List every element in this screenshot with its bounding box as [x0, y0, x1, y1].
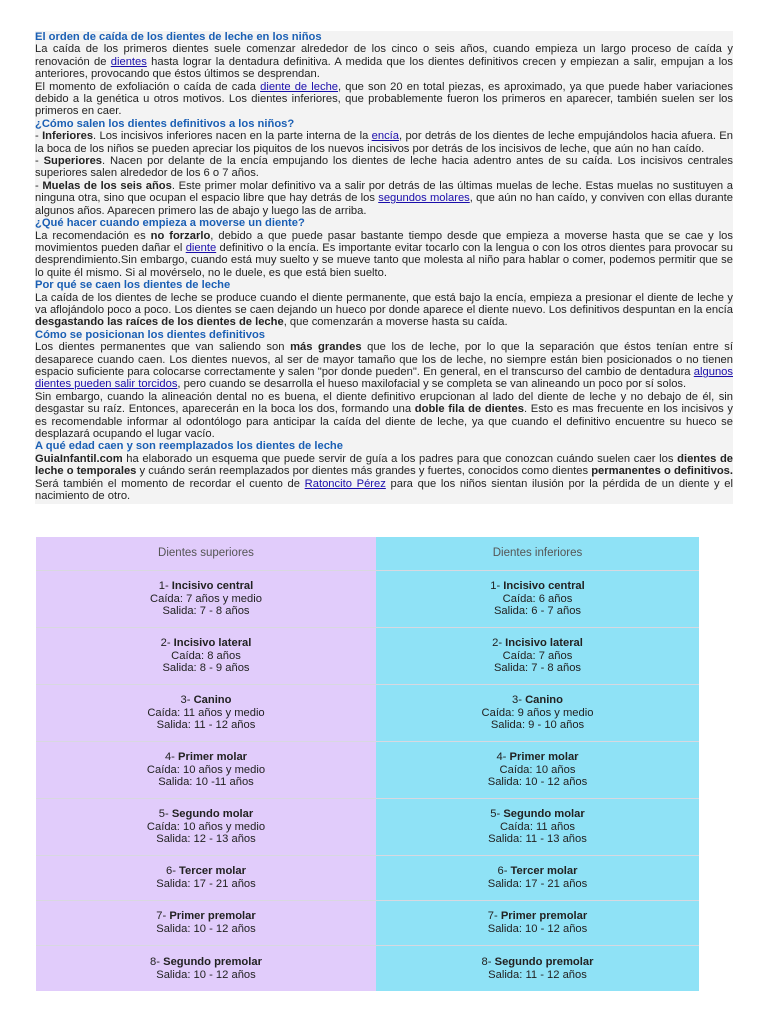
tooth-age: Caída: 9 años y medio [481, 706, 594, 719]
tooth-label: Tercer molar [179, 865, 246, 878]
tooth-label: Incisivo lateral [173, 637, 252, 650]
tooth-label: Primer molar [509, 751, 579, 764]
tooth-name [36, 751, 376, 764]
tooth-number: 6- [497, 865, 511, 878]
tooth-number: 3- [180, 694, 194, 707]
tooth-label: Incisivo central [171, 580, 254, 593]
tooth-age: Caída: 8 años [171, 649, 241, 662]
tooth-number: 5- [158, 808, 172, 821]
heading-que-hacer: ¿Qué hacer cuando empieza a moverse un diente? [35, 217, 305, 230]
tooth-number: 4- [496, 751, 510, 764]
article [35, 31, 733, 504]
tooth-number: 2- [492, 637, 506, 650]
table-cell-superiores [36, 571, 376, 628]
tooth-age: Salida: 8 - 9 años [162, 662, 250, 675]
paragraph-permanentes: Los dientes permanentes que van saliendo son más grandes que los de leche, por lo que la separación que éstos tenían entre sí desaparece cuando caen. Los dientes nuevos, al ser de mayor tamaño que los de leche, no siempre están bien posicionados o no tienen espacio suficiente para colocarse correctamente y salen "por donde pueden". En general, en el transcurso del cambio de dentadura algunos dientes pueden salir torcidos, pero cuando se desarrolla el hueso maxilofacial y se completa se van alineando un poco por sí solos. [35, 341, 733, 391]
tooth-label: Primer molar [178, 751, 248, 764]
paragraph-exfoliacion: El momento de exfoliación o caída de cada diente de leche, que son 20 en total piezas, es aproximado, ya que puede haber variaciones debido a la genética u otros motivos. Los dientes inferiores, que probablemente fueron los primeros en aparecer, también suelen ser los primeros en caer. [35, 80, 733, 118]
tooth-name [36, 910, 376, 923]
table-cell-superiores [36, 901, 376, 946]
header-inferiores: Dientes inferiores [376, 537, 699, 571]
table-cell-inferiores [376, 799, 699, 856]
tooth-age: Salida: 7 - 8 años [162, 605, 250, 618]
tooth-age: Caída: 11 años [499, 820, 576, 833]
tooth-name [376, 751, 699, 764]
tooth-label: Primer premolar [500, 910, 588, 923]
tooth-age: Salida: 17 - 21 años [487, 878, 588, 890]
heading-orden-caida: El orden de caída de los dientes de leche en los niños [35, 31, 322, 43]
heading-como-posicionan: Cómo se posicionan los dientes definitivos [35, 328, 266, 341]
paragraph-muelas: - Muelas de los seis años. Este primer molar definitivo va a salir por detrás de las últimas muelas de leche. Estas muelas no sustituyen a ninguna otra, sino que ocupan el espacio libre que hay detrás de los segundos molares, que aún no han caído, y conviven con ellas durante algunos años. Aparecen primero las de abajo y luego las de arriba. [35, 179, 733, 217]
tooth-age: Salida: 10 -11 años [158, 776, 254, 789]
table-cell-superiores [36, 856, 376, 901]
tooth-label: Segundo molar [171, 808, 254, 821]
link-segundos-molares[interactable]: segundos molares [378, 192, 470, 205]
link-ratoncito-perez[interactable]: Ratoncito Pérez [304, 477, 386, 490]
link-encia[interactable]: encía [371, 130, 400, 143]
link-diente[interactable]: diente [185, 241, 217, 254]
tooth-age: Salida: 7 - 8 años [493, 662, 582, 675]
tooth-number: 1- [490, 580, 504, 593]
tooth-age: Salida: 11 - 12 años [156, 719, 256, 732]
link-dientes[interactable]: dientes [110, 55, 147, 68]
table-cell-superiores [36, 742, 376, 799]
heading-como-salen: ¿Cómo salen los dientes definitivos a los niños? [35, 117, 295, 130]
tooth-name [376, 637, 699, 650]
teeth-table [36, 537, 699, 991]
tooth-number: 2- [160, 637, 174, 650]
tooth-age: Caída: 7 años [502, 649, 573, 662]
tooth-age: Salida: 9 - 10 años [490, 719, 585, 732]
tooth-age: Salida: 17 - 21 años [156, 878, 256, 890]
tooth-name [376, 865, 699, 878]
tooth-number: 7- [487, 910, 501, 923]
paragraph-inferiores: - Inferiores. Los incisivos inferiores nacen en la parte interna de la encía, por detrás de los dientes de leche empujándolos hacia afuera. En la boca de los niños se pueden apreciar los piquitos de los nuevos incisivos por detrás de los incisivos de leche, que aún no han caído. [35, 130, 733, 155]
tooth-number: 3- [512, 694, 526, 707]
tooth-number: 1- [158, 580, 172, 593]
tooth-label: Segundo premolar [494, 955, 594, 968]
paragraph-caida: La caída de los dientes de leche se produce cuando el diente permanente, que está bajo la encía, empieza a presionar el diente de leche y va aflojándolo poco a poco. Los dientes se caen dejando un hueco por donde aparece el diente nuevo. Los definitivos despuntan en la encía desgastando las raíces de los dientes de leche, que comenzarán a moverse hasta su caída. [35, 291, 733, 329]
table-cell-inferiores [376, 628, 699, 685]
tooth-label: Segundo premolar [163, 955, 262, 968]
tooth-age: Salida: 11 - 13 años [488, 833, 587, 846]
tooth-label: Incisivo central [503, 580, 585, 593]
tooth-age: Salida: 10 - 12 años [156, 923, 256, 935]
tooth-age: Salida: 10 - 12 años [487, 923, 588, 935]
tooth-label: Segundo molar [503, 808, 585, 821]
link-diente-de-leche[interactable]: diente de leche [260, 80, 339, 93]
tooth-number: 6- [165, 865, 180, 878]
header-superiores: Dientes superiores [36, 537, 376, 571]
table-cell-inferiores [376, 571, 699, 628]
table-cell-superiores [36, 946, 376, 991]
table-cell-superiores [36, 799, 376, 856]
table-cell-inferiores [376, 901, 699, 946]
table-cell-inferiores [376, 856, 699, 901]
tooth-age: Caída: 10 años y medio [146, 820, 266, 833]
table-cell-inferiores [376, 946, 699, 991]
tooth-name [376, 580, 699, 593]
tooth-name [36, 808, 376, 821]
heading-por-que: Por qué se caen los dientes de leche [35, 279, 231, 292]
tooth-number: 5- [490, 808, 504, 821]
tooth-name [376, 910, 699, 923]
tooth-name [36, 580, 376, 593]
table-cell-superiores [36, 628, 376, 685]
tooth-name [376, 694, 699, 707]
tooth-name [36, 694, 376, 707]
heading-a-que-edad: A qué edad caen y son reemplazados los dientes de leche [35, 440, 343, 453]
paragraph-esquema: GuiaInfantil.com ha elaborado un esquema que puede servir de guía a los padres para que conozcan cuándo suelen caer los dientes de leche o temporales y cuándo serán reemplazados por dientes más grandes y fuertes, conocidos como dientes permanentes o definitivos. Será también el momento de recordar el cuento de Ratoncito Pérez para que los niños sientan ilusión por la pérdida de un diente y el nacimiento de otro. [35, 452, 734, 503]
tooth-age: Salida: 11 - 12 años [488, 968, 587, 981]
tooth-age: Salida: 6 - 7 años [493, 605, 582, 618]
link-dientes-torcidos[interactable]: algunos dientes pueden salir torcidos [35, 365, 733, 391]
tooth-number: 8- [481, 955, 495, 968]
tooth-number: 8- [150, 955, 164, 968]
tooth-label: Incisivo lateral [505, 637, 583, 650]
tooth-label: Canino [525, 694, 563, 707]
tooth-age: Caída: 10 años [499, 763, 576, 776]
table-cell-inferiores [376, 685, 699, 742]
tooth-name [376, 956, 699, 969]
tooth-name [36, 637, 376, 650]
tooth-name [376, 808, 699, 821]
paragraph-intro: La caída de los primeros dientes suele comenzar alrededor de los cinco o seis años, cuando empieza un largo proceso de caída y renovación de dientes hasta lograr la dentadura definitiva. A medida que los dientes definitivos crecen y empiezan a salir, empujan a los anteriores, provocando que éstos últimos se desprendan. [35, 43, 733, 81]
paragraph-recomendacion: La recomendación es no forzarlo, debido a que puede pasar bastante tiempo desde que empieza a moverse hasta que se cae y los movimientos pueden dañar el diente definitivo o la encía. Es importante evitar tocarlo con la lengua o con los otros dientes para provocar su desprendimiento.Sin embargo, cuando está muy suelto y se mueve tanto que molesta al niño para hablar o comer, podemos permitir que se lo quite él mismo. Si al movérselo, no le duele, es que está bien suelto. [35, 229, 734, 279]
table-cell-inferiores [376, 742, 699, 799]
tooth-name [36, 956, 376, 969]
tooth-age: Salida: 12 - 13 años [156, 833, 256, 846]
tooth-age: Caída: 7 años y medio [150, 592, 262, 605]
tooth-age: Caída: 10 años y medio [146, 763, 266, 776]
tooth-age: Salida: 10 - 12 años [487, 776, 588, 789]
tooth-label: Tercer molar [510, 865, 578, 878]
paragraph-alineacion: Sin embargo, cuando la alineación dental no es buena, el diente definitivo erupcionan al lado del diente de leche y no debajo de él, sin desgastar su raíz. Entonces, aparecerán en la boca los dos, formando una doble fila de dientes. Esto es mas frecuente en los incisivos y es recomendable informar al odontólogo para anticipar la caída del diente de leche, ya que cuando el definitivo encuentre su hueco se desplazará ocupando el lugar vacío. [35, 390, 733, 440]
tooth-number: 4- [164, 751, 179, 764]
tooth-number: 7- [156, 910, 170, 923]
paragraph-superiores: - Superiores. Nacen por delante de la encía empujando los dientes de leche hacia adentro antes de su caída. Los incisivos centrales superiores salen alrededor de los 6 o 7 años. [35, 155, 733, 180]
tooth-age: Salida: 10 - 12 años [156, 968, 256, 981]
tooth-label: Primer premolar [169, 910, 256, 923]
tooth-age: Caída: 6 años [502, 592, 573, 605]
tooth-age: Caída: 11 años y medio [147, 706, 265, 719]
tooth-label: Canino [193, 694, 232, 707]
tooth-name [36, 865, 376, 878]
table-cell-superiores [36, 685, 376, 742]
